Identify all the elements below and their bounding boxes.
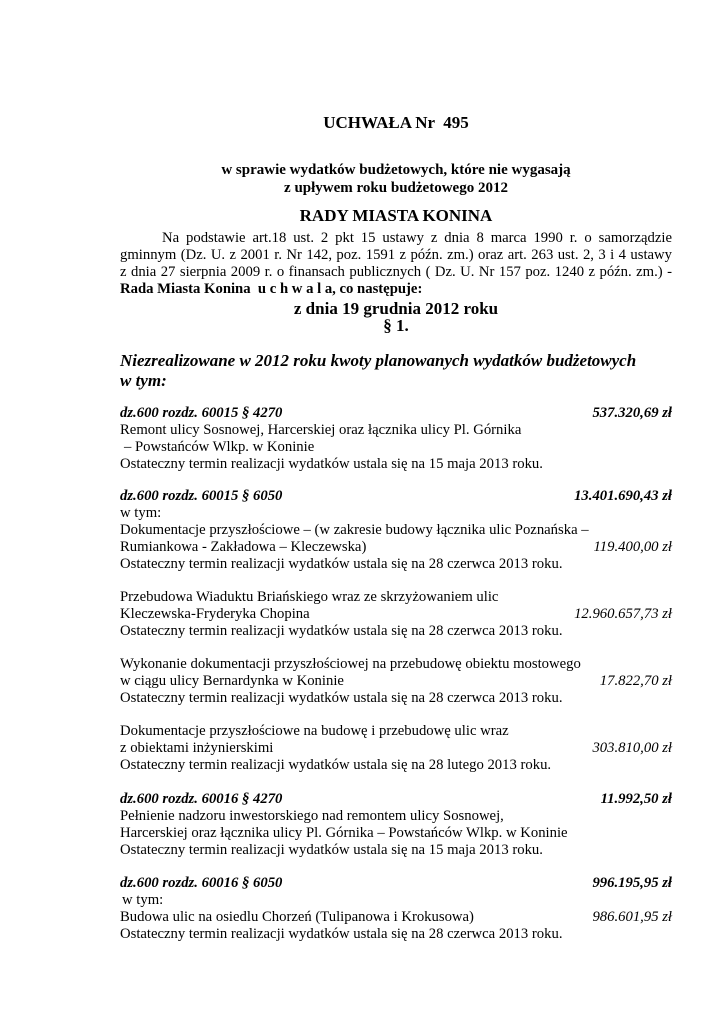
- item-description: w ciągu ulicy Bernardynka w Koninie: [120, 673, 344, 689]
- group-subtitle: w tym:: [122, 892, 164, 908]
- resolution-subject: [120, 161, 672, 197]
- item-amount: 12.960.657,73 zł: [574, 606, 672, 622]
- item-row: [120, 673, 672, 690]
- classification-code: dz.600 rozdz. 60016 § 6050: [120, 875, 283, 891]
- resolution-statement: Rada Miasta Konina u c h w a l a, co następuje:: [120, 281, 423, 297]
- item-row: [120, 606, 672, 623]
- item-description: Pełnienie nadzoru inwestorskiego nad remontem ulicy Sosnowej,: [120, 808, 504, 824]
- classification-row: [120, 488, 672, 505]
- resolution-number: UCHWAŁA Nr 495: [323, 113, 469, 132]
- subject-line: z upływem roku budżetowego 2012: [284, 180, 508, 196]
- item-row: [120, 539, 672, 556]
- legal-basis-line: Na podstawie art.18 ust. 2 pkt 15 ustawy z dnia 8 marca 1990 r. o samorządzie: [162, 230, 672, 246]
- item-description: Remont ulicy Sosnowej, Harcerskiej oraz łącznika ulicy Pl. Górnika: [120, 422, 522, 438]
- legal-basis-line: gminnym (Dz. U. z 2001 r. Nr 142, poz. 1591 z późn. zm.) oraz art. 263 ust. 2, 3 i 4 ustawy: [120, 247, 672, 263]
- council-name: RADY MIASTA KONINA: [299, 206, 493, 225]
- expense-item: [120, 656, 672, 707]
- item-row: [120, 740, 672, 757]
- section-heading: [120, 351, 672, 391]
- group-total-amount: 11.992,50 zł: [600, 791, 672, 807]
- item-description: z obiektami inżynierskimi: [120, 740, 274, 756]
- item-description: Harcerskiej oraz łącznika ulicy Pl. Górnika – Powstańców Wlkp. w Koninie: [120, 825, 568, 841]
- classification-row: [120, 405, 672, 422]
- item-deadline: Ostateczny termin realizacji wydatków ustala się na 28 czerwca 2013 roku.: [120, 926, 563, 942]
- expense-group: [120, 488, 672, 573]
- classification-code: dz.600 rozdz. 60015 § 6050: [120, 488, 283, 504]
- item-deadline: Ostateczny termin realizacji wydatków ustala się na 28 czerwca 2013 roku.: [120, 623, 563, 639]
- subject-line: w sprawie wydatków budżetowych, które nie wygasają: [221, 162, 571, 178]
- legal-basis-line: z dnia 27 sierpnia 2009 r. o finansach publicznych ( Dz. U. Nr 157 poz. 1240 z późn. zm.) -: [120, 264, 672, 280]
- item-description: Kleczewska-Fryderyka Chopina: [120, 606, 310, 622]
- item-description: Budowa ulic na osiedlu Chorzeń (Tulipanowa i Krokusowa): [120, 909, 474, 925]
- item-description: Wykonanie dokumentacji przyszłościowej na przebudowę obiektu mostowego: [120, 656, 581, 672]
- expense-item: [120, 589, 672, 640]
- item-deadline: Ostateczny termin realizacji wydatków ustala się na 28 czerwca 2013 roku.: [120, 556, 563, 572]
- group-subtitle: w tym:: [120, 505, 162, 521]
- item-description: Dokumentacje przyszłościowe – (w zakresie budowy łącznika ulic Poznańska –: [120, 522, 589, 538]
- section-symbol: § 1.: [383, 316, 409, 335]
- expense-group: [120, 405, 672, 473]
- resolution-date: z dnia 19 grudnia 2012 roku: [293, 299, 499, 318]
- item-deadline: Ostateczny termin realizacji wydatków ustala się na 15 maja 2013 roku.: [120, 456, 543, 472]
- section-heading-text: Niezrealizowane w 2012 roku kwoty planowanych wydatków budżetowych: [120, 351, 637, 370]
- expense-item: [120, 723, 672, 774]
- item-amount: 17.822,70 zł: [599, 673, 672, 689]
- classification-row: [120, 875, 672, 892]
- item-amount: 986.601,95 zł: [592, 909, 672, 925]
- group-total-amount: 13.401.690,43 zł: [574, 488, 672, 504]
- classification-row: [120, 791, 672, 808]
- classification-code: dz.600 rozdz. 60015 § 4270: [120, 405, 283, 421]
- item-row: [120, 909, 672, 926]
- section-heading-sub: w tym:: [120, 371, 167, 390]
- item-deadline: Ostateczny termin realizacji wydatków ustala się na 15 maja 2013 roku.: [120, 842, 543, 858]
- expense-group: [120, 875, 672, 943]
- item-amount: 119.400,00 zł: [593, 539, 672, 555]
- item-description: Rumiankowa - Zakładowa – Kleczewska): [120, 539, 367, 555]
- group-total-amount: 996.195,95 zł: [592, 875, 672, 891]
- expense-group: [120, 791, 672, 859]
- item-description: Przebudowa Wiaduktu Briańskiego wraz ze skrzyżowaniem ulic: [120, 589, 499, 605]
- item-description: Dokumentacje przyszłościowe na budowę i przebudowę ulic wraz: [120, 723, 509, 739]
- legal-basis-paragraph: [120, 230, 672, 298]
- item-amount: 303.810,00 zł: [592, 740, 672, 756]
- classification-code: dz.600 rozdz. 60016 § 4270: [120, 791, 283, 807]
- item-description: – Powstańców Wlkp. w Koninie: [124, 439, 315, 455]
- item-deadline: Ostateczny termin realizacji wydatków ustala się na 28 lutego 2013 roku.: [120, 757, 552, 773]
- item-deadline: Ostateczny termin realizacji wydatków ustala się na 28 czerwca 2013 roku.: [120, 690, 563, 706]
- group-total-amount: 537.320,69 zł: [592, 405, 672, 421]
